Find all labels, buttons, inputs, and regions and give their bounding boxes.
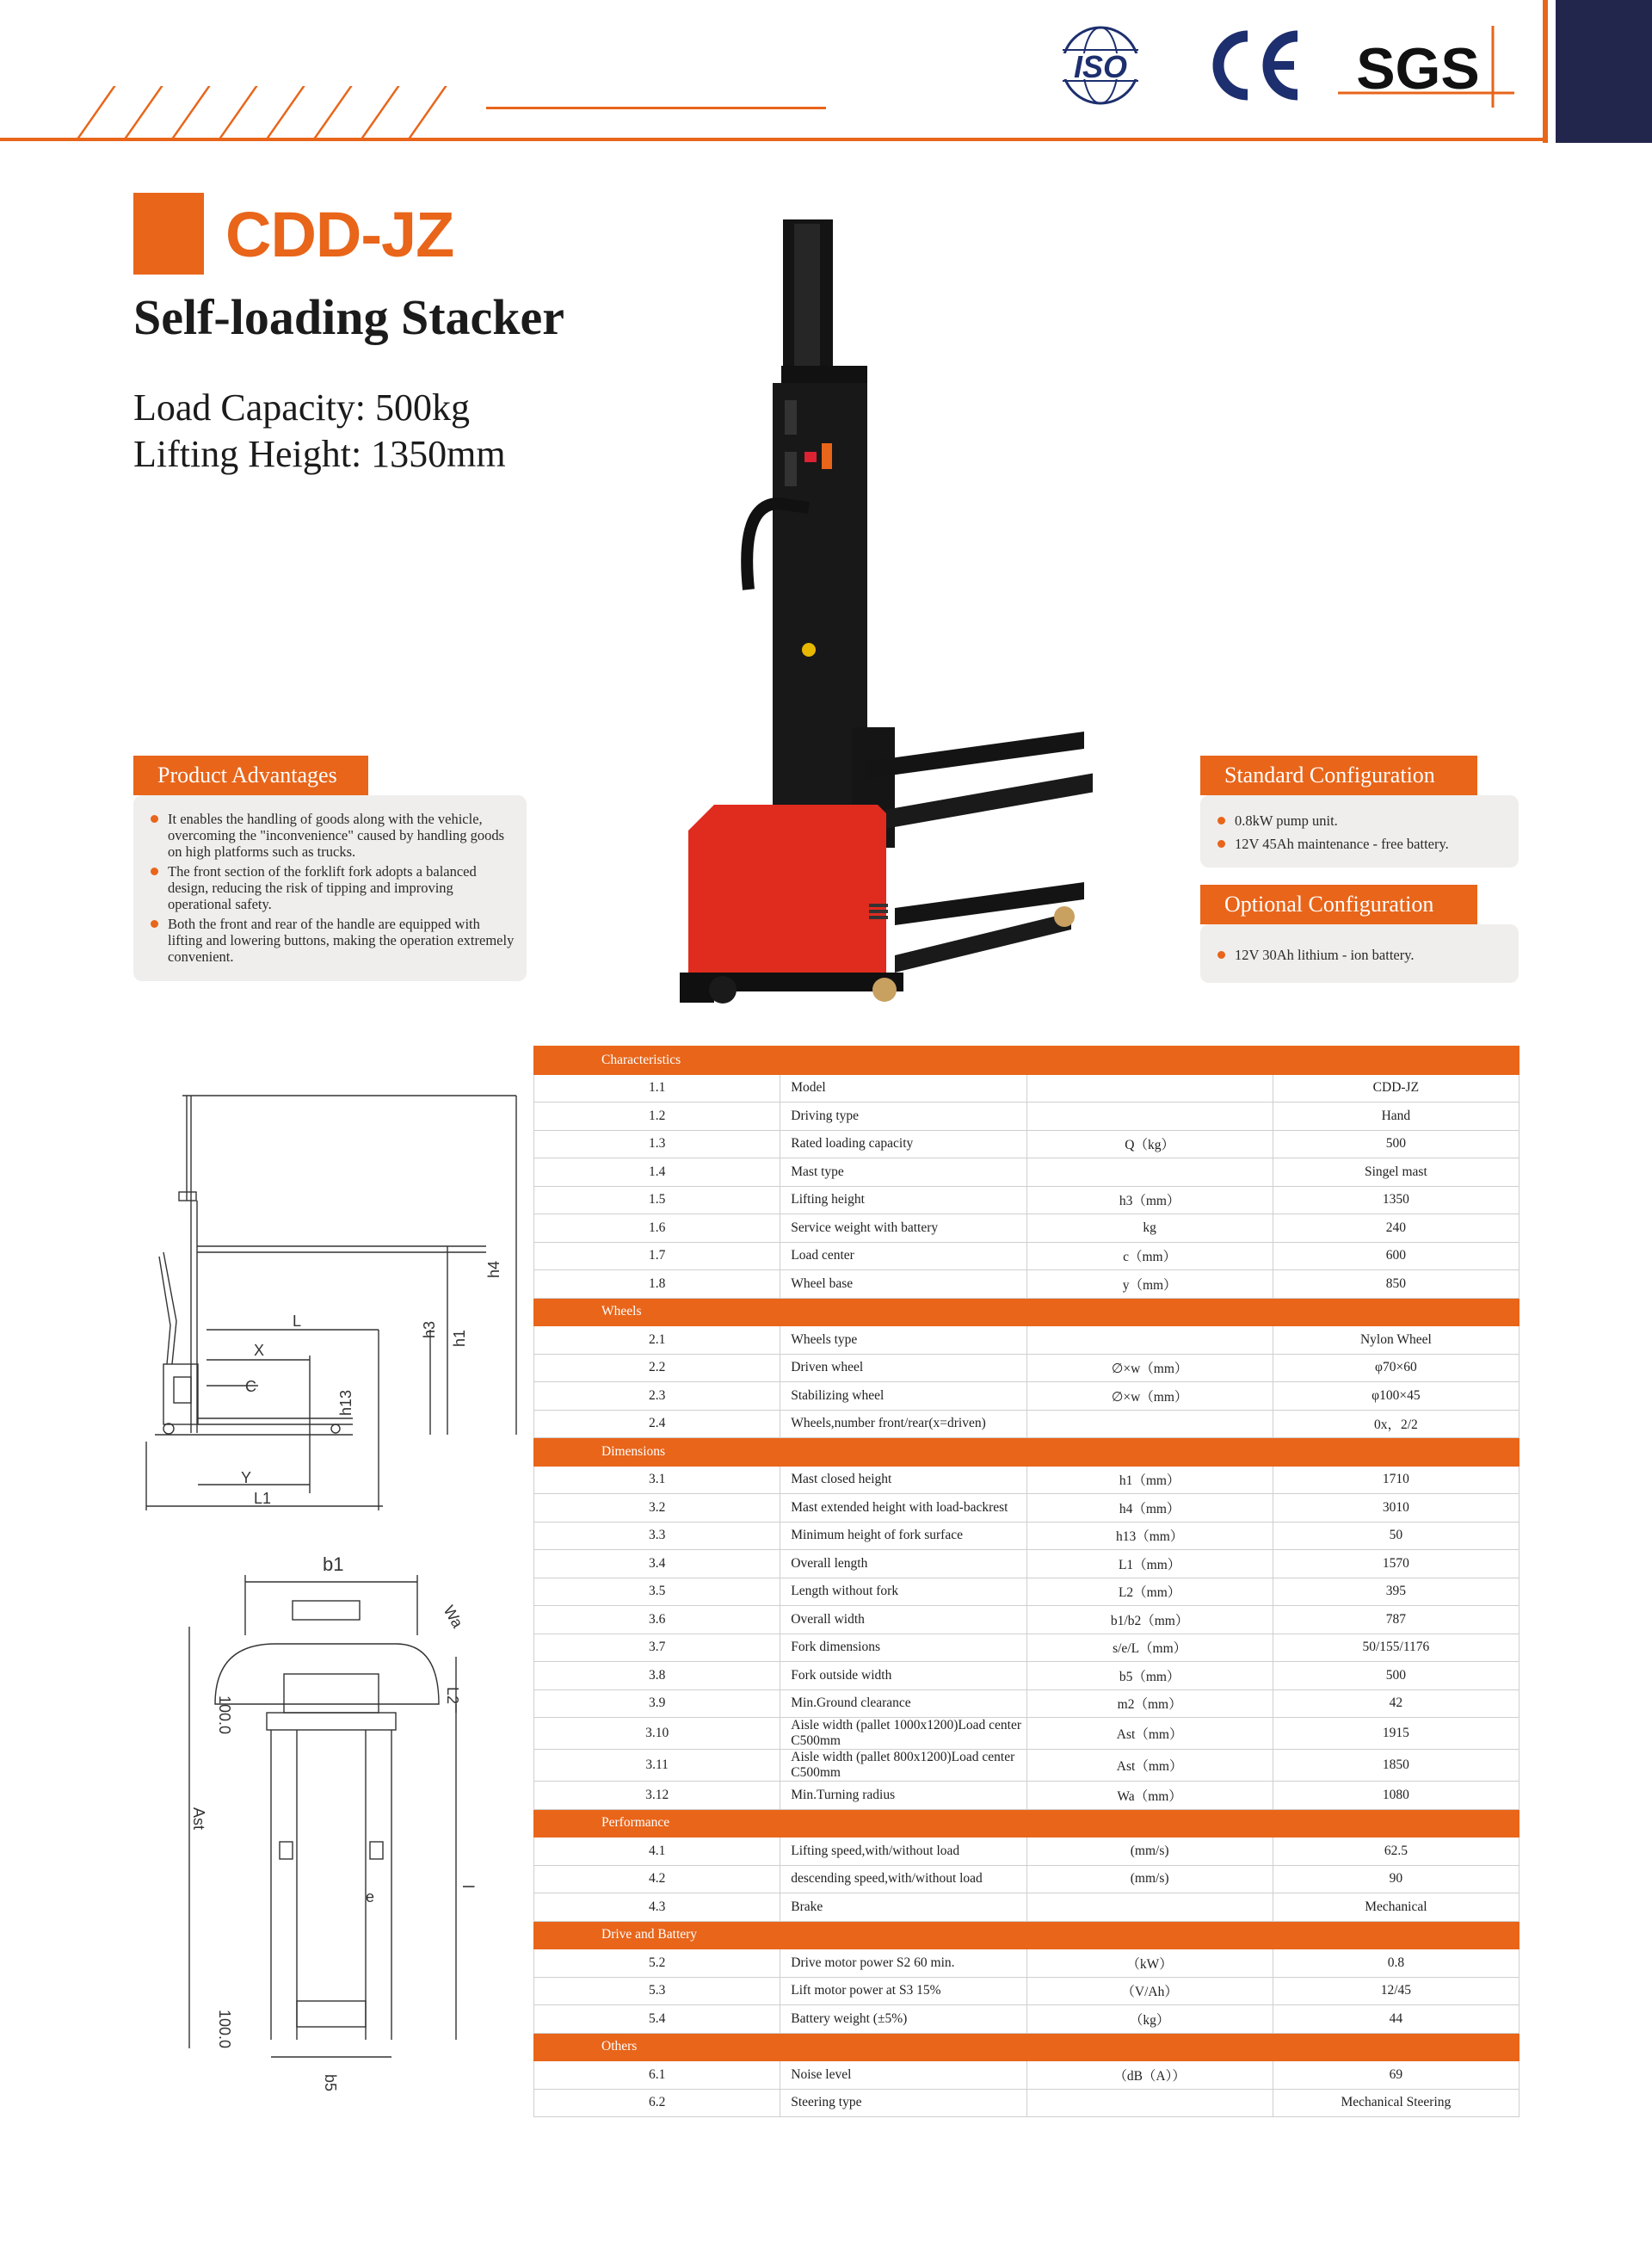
row-unit: L1（mm） (1026, 1550, 1273, 1578)
row-label: Noise level (780, 2061, 1026, 2090)
dim-h13: h13 (337, 1389, 354, 1416)
row-value: 50/155/1176 (1273, 1634, 1519, 1662)
row-label: Battery weight (±5%) (780, 2005, 1026, 2034)
row-number: 1.7 (534, 1242, 780, 1270)
row-number: 3.5 (534, 1578, 780, 1606)
row-value: 787 (1273, 1606, 1519, 1634)
table-row (534, 1130, 1519, 1158)
dim-l: L (293, 1312, 302, 1330)
row-unit: h4（mm） (1026, 1494, 1273, 1522)
title-marker (133, 193, 204, 275)
row-label: Driven wheel (780, 1354, 1026, 1382)
standard-config-item: 0.8kW pump unit. (1216, 812, 1507, 829)
section-title: Others (534, 2033, 1519, 2061)
row-label: Min.Ground clearance (780, 1689, 1026, 1718)
table-row (534, 1977, 1519, 2005)
row-value: 1710 (1273, 1466, 1519, 1494)
table-row (534, 1837, 1519, 1866)
row-unit: Q（kg） (1026, 1130, 1273, 1158)
table-row (534, 1158, 1519, 1187)
optional-config-tab: Optional Configuration (1200, 885, 1477, 924)
row-label: Wheels,number front/rear(x=driven) (780, 1410, 1026, 1438)
row-unit (1026, 1893, 1273, 1922)
section-title: Performance (534, 1809, 1519, 1837)
row-value: 0.8 (1273, 1949, 1519, 1978)
product-name: Self-loading Stacker (133, 289, 565, 345)
row-label: Mast type (780, 1158, 1026, 1187)
row-number: 2.3 (534, 1382, 780, 1411)
row-value: 69 (1273, 2061, 1519, 2090)
row-value: Mechanical Steering (1273, 2089, 1519, 2117)
table-row (534, 1522, 1519, 1550)
row-unit: （V/Ah） (1026, 1977, 1273, 2005)
dim-x: X (254, 1342, 265, 1359)
row-number: 3.12 (534, 1782, 780, 1810)
row-label: Wheels type (780, 1326, 1026, 1355)
iso-logo-text: ISO (1073, 49, 1128, 84)
row-unit: (mm/s) (1026, 1865, 1273, 1893)
row-value: 240 (1273, 1214, 1519, 1243)
table-row (534, 1270, 1519, 1299)
row-unit (1026, 1158, 1273, 1187)
row-unit: (mm/s) (1026, 1837, 1273, 1866)
row-number: 1.3 (534, 1130, 780, 1158)
row-label: Overall width (780, 1606, 1026, 1634)
row-number: 3.3 (534, 1522, 780, 1550)
row-label: Lifting speed,with/without load (780, 1837, 1026, 1866)
row-label: Overall length (780, 1550, 1026, 1578)
row-number: 6.2 (534, 2089, 780, 2117)
dim-e: e (366, 1888, 375, 1905)
table-row (534, 1550, 1519, 1578)
row-value: Singel mast (1273, 1158, 1519, 1187)
table-row (534, 1214, 1519, 1243)
row-unit: （dB（A）） (1026, 2061, 1273, 2090)
row-number: 3.6 (534, 1606, 780, 1634)
sgs-logo-text: SGS (1356, 36, 1480, 102)
row-unit: h3（mm） (1026, 1186, 1273, 1214)
spec-table (533, 1046, 1519, 2117)
table-section-header (534, 1921, 1519, 1949)
row-value: 1350 (1273, 1186, 1519, 1214)
table-row (534, 1750, 1519, 1782)
table-row (534, 1893, 1519, 1922)
row-value: 0x，2/2 (1273, 1410, 1519, 1438)
table-row (534, 1634, 1519, 1662)
row-number: 3.1 (534, 1466, 780, 1494)
row-unit: m2（mm） (1026, 1689, 1273, 1718)
row-unit: y（mm） (1026, 1270, 1273, 1299)
table-section-header (534, 1809, 1519, 1837)
row-value: 12/45 (1273, 1977, 1519, 2005)
table-row (534, 1494, 1519, 1522)
row-label: Minimum height of fork surface (780, 1522, 1026, 1550)
row-label: Driving type (780, 1102, 1026, 1131)
row-label: descending speed,with/without load (780, 1865, 1026, 1893)
row-label: Drive motor power S2 60 min. (780, 1949, 1026, 1978)
dim-100-top: 100.0 (216, 1695, 233, 1735)
row-number: 4.3 (534, 1893, 780, 1922)
section-title: Dimensions (534, 1438, 1519, 1467)
advantages-tab: Product Advantages (133, 756, 368, 795)
row-number: 3.9 (534, 1689, 780, 1718)
row-number: 4.1 (534, 1837, 780, 1866)
row-value: 850 (1273, 1270, 1519, 1299)
dim-wa: Wa (440, 1603, 467, 1631)
row-number: 3.10 (534, 1718, 780, 1750)
row-label: Model (780, 1074, 1026, 1102)
row-value: 395 (1273, 1578, 1519, 1606)
row-number: 1.1 (534, 1074, 780, 1102)
row-label: Service weight with battery (780, 1214, 1026, 1243)
row-unit: ∅×w（mm） (1026, 1382, 1273, 1411)
header-short-rule (486, 107, 826, 109)
row-value: Hand (1273, 1102, 1519, 1131)
row-value: 1080 (1273, 1782, 1519, 1810)
load-capacity: Load Capacity: 500kg (133, 386, 471, 429)
table-row (534, 1782, 1519, 1810)
row-value: 600 (1273, 1242, 1519, 1270)
row-unit: Ast（mm） (1026, 1750, 1273, 1782)
row-value: 500 (1273, 1130, 1519, 1158)
dim-c: C (245, 1378, 256, 1395)
sgs-logo (1334, 26, 1514, 112)
lifting-height: Lifting Height: 1350mm (133, 433, 506, 475)
row-unit: L2（mm） (1026, 1578, 1273, 1606)
dim-h4: h4 (485, 1260, 502, 1278)
section-title: Wheels (534, 1298, 1519, 1326)
row-unit: Ast（mm） (1026, 1718, 1273, 1750)
row-value: 50 (1273, 1522, 1519, 1550)
table-row (534, 1718, 1519, 1750)
row-number: 1.2 (534, 1102, 780, 1131)
row-unit: Wa（mm） (1026, 1782, 1273, 1810)
table-row (534, 1578, 1519, 1606)
row-number: 3.2 (534, 1494, 780, 1522)
table-row (534, 1662, 1519, 1690)
row-unit: （kg） (1026, 2005, 1273, 2034)
row-value: Nylon Wheel (1273, 1326, 1519, 1355)
row-value: 1570 (1273, 1550, 1519, 1578)
row-number: 1.6 (534, 1214, 780, 1243)
row-unit (1026, 2089, 1273, 2117)
table-row (534, 1689, 1519, 1718)
row-value: 1915 (1273, 1718, 1519, 1750)
row-number: 1.4 (534, 1158, 780, 1187)
standard-config-item: 12V 45Ah maintenance - free battery. (1216, 836, 1507, 852)
advantage-item: The front section of the forklift fork adopts a balanced design, reducing the risk of tipping and improving operational safety. (149, 863, 515, 912)
table-row (534, 1606, 1519, 1634)
advantages-panel (133, 795, 527, 981)
row-number: 3.8 (534, 1662, 780, 1690)
row-number: 2.4 (534, 1410, 780, 1438)
dim-100-bottom: 100.0 (216, 2010, 233, 2049)
dim-h1: h1 (451, 1329, 468, 1347)
row-unit: ∅×w（mm） (1026, 1354, 1273, 1382)
row-label: Steering type (780, 2089, 1026, 2117)
row-label: Load center (780, 1242, 1026, 1270)
row-value: 1850 (1273, 1750, 1519, 1782)
row-value: 3010 (1273, 1494, 1519, 1522)
row-label: Stabilizing wheel (780, 1382, 1026, 1411)
standard-config-tab: Standard Configuration (1200, 756, 1477, 795)
advantage-item: Both the front and rear of the handle are equipped with lifting and lowering buttons, making the operation extremely convenient. (149, 916, 515, 965)
row-label: Lift motor power at S3 15% (780, 1977, 1026, 2005)
table-section-header (534, 1298, 1519, 1326)
table-row (534, 1410, 1519, 1438)
row-label: Wheel base (780, 1270, 1026, 1299)
table-section-header (534, 1438, 1519, 1467)
row-value: 44 (1273, 2005, 1519, 2034)
corner-accent (1543, 0, 1548, 143)
table-row (534, 2005, 1519, 2034)
row-unit: b1/b2（mm） (1026, 1606, 1273, 1634)
table-row (534, 1074, 1519, 1102)
row-label: Fork dimensions (780, 1634, 1026, 1662)
dim-b5: b5 (322, 2074, 339, 2091)
row-unit: （kW） (1026, 1949, 1273, 1978)
row-unit: h1（mm） (1026, 1466, 1273, 1494)
standard-config-panel (1200, 795, 1519, 868)
dim-l2: L2 (444, 1687, 461, 1705)
row-unit: kg (1026, 1214, 1273, 1243)
dim-h3: h3 (421, 1320, 438, 1338)
table-row (534, 1102, 1519, 1131)
row-number: 1.8 (534, 1270, 780, 1299)
table-row (534, 1466, 1519, 1494)
row-number: 2.1 (534, 1326, 780, 1355)
row-label: Aisle width (pallet 800x1200)Load center C500mm (780, 1750, 1026, 1782)
table-row (534, 2061, 1519, 2090)
row-value: 90 (1273, 1865, 1519, 1893)
dim-y: Y (241, 1469, 252, 1486)
advantage-item: It enables the handling of goods along with the vehicle, overcoming the "inconvenience" caused by handling goods on high platforms such as trucks. (149, 811, 515, 860)
table-row (534, 1354, 1519, 1382)
row-value: 500 (1273, 1662, 1519, 1690)
table-row (534, 1326, 1519, 1355)
row-number: 3.7 (534, 1634, 780, 1662)
dim-ast: Ast (190, 1807, 207, 1831)
row-number: 4.2 (534, 1865, 780, 1893)
row-label: Aisle width (pallet 1000x1200)Load center C500mm (780, 1718, 1026, 1750)
table-section-header (534, 1047, 1519, 1075)
row-unit (1026, 1410, 1273, 1438)
row-number: 2.2 (534, 1354, 780, 1382)
row-label: Min.Turning radius (780, 1782, 1026, 1810)
row-unit: c（mm） (1026, 1242, 1273, 1270)
row-value: φ70×60 (1273, 1354, 1519, 1382)
row-label: Brake (780, 1893, 1026, 1922)
table-section-header (534, 2033, 1519, 2061)
table-row (534, 1186, 1519, 1214)
side-view-drawing (138, 1080, 533, 1519)
optional-config-item: 12V 30Ah lithium - ion battery. (1216, 947, 1507, 963)
section-title: Drive and Battery (534, 1921, 1519, 1949)
table-row (534, 1949, 1519, 1978)
row-value: φ100×45 (1273, 1382, 1519, 1411)
table-row (534, 1865, 1519, 1893)
row-number: 5.3 (534, 1977, 780, 2005)
row-value: CDD-JZ (1273, 1074, 1519, 1102)
row-unit (1026, 1102, 1273, 1131)
product-photo (680, 211, 1093, 1011)
row-label: Fork outside width (780, 1662, 1026, 1690)
row-number: 3.11 (534, 1750, 780, 1782)
table-row (534, 1242, 1519, 1270)
row-value: 42 (1273, 1689, 1519, 1718)
optional-config-panel (1200, 924, 1519, 983)
row-unit (1026, 1326, 1273, 1355)
top-view-drawing (172, 1541, 499, 2091)
dim-b1: b1 (323, 1553, 344, 1575)
iso-logo (1050, 24, 1151, 110)
row-number: 6.1 (534, 2061, 780, 2090)
corner-block (1556, 0, 1652, 143)
row-label: Rated loading capacity (780, 1130, 1026, 1158)
row-number: 1.5 (534, 1186, 780, 1214)
row-unit: b5（mm） (1026, 1662, 1273, 1690)
row-label: Lifting height (780, 1186, 1026, 1214)
model-title: CDD-JZ (225, 199, 454, 270)
row-number: 5.2 (534, 1949, 780, 1978)
row-value: 62.5 (1273, 1837, 1519, 1866)
section-title: Characteristics (534, 1047, 1519, 1075)
row-unit: h13（mm） (1026, 1522, 1273, 1550)
row-number: 5.4 (534, 2005, 780, 2034)
table-row (534, 1382, 1519, 1411)
row-unit: s/e/L（mm） (1026, 1634, 1273, 1662)
ce-logo (1203, 26, 1306, 103)
row-value: Mechanical (1273, 1893, 1519, 1922)
row-label: Length without fork (780, 1578, 1026, 1606)
row-unit (1026, 1074, 1273, 1102)
row-label: Mast closed height (780, 1466, 1026, 1494)
table-row (534, 2089, 1519, 2117)
dim-l1: L1 (254, 1490, 272, 1507)
header-rule (0, 138, 1544, 141)
row-number: 3.4 (534, 1550, 780, 1578)
row-label: Mast extended height with load-backrest (780, 1494, 1026, 1522)
dim-fork-l: l (459, 1885, 477, 1888)
